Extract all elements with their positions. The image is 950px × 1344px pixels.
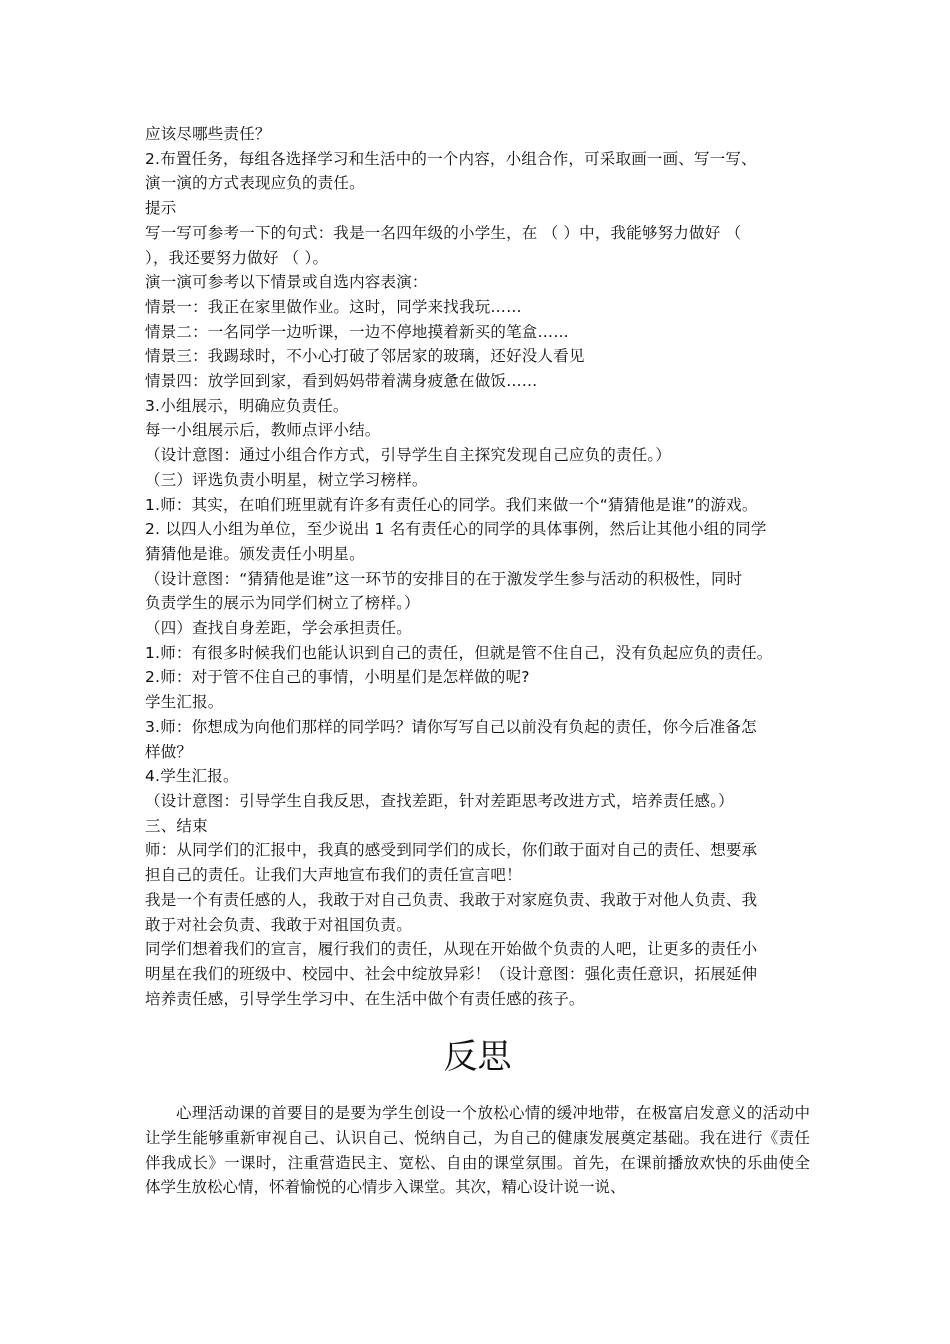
lesson-body bbox=[145, 122, 810, 1011]
text-line: 写一写可参考一下的句式：我是一名四年级的小学生，在 （ ）中，我能够努力做好 （ bbox=[145, 223, 742, 242]
text-line: 2.布置任务，每组各选择学习和生活中的一个内容，小组合作，可采取画一画、写一写、 bbox=[145, 149, 757, 168]
text-line: 情景三：我踢球时，不小心打破了邻居家的玻璃，还好没人看见 bbox=[145, 347, 585, 366]
document-page bbox=[145, 122, 810, 1200]
text-line: 4.学生汇报。 bbox=[145, 767, 239, 786]
text-line: 敢于对社会负责、我敢于对祖国负责。 bbox=[145, 915, 412, 934]
text-line: 应该尽哪些责任？ bbox=[145, 125, 271, 143]
text-line: 2. 以四人小组为单位，至少说出 1 名有责任心的同学的具体事例，然后让其他小组的同学 bbox=[145, 520, 767, 539]
text-line: 担自己的责任。让我们大声地宣布我们的责任宣言吧！ bbox=[145, 866, 522, 885]
text-line: 同学们想着我们的宣言，履行我们的责任，从现在开始做个负责的人吧，让更多的责任小 bbox=[145, 940, 758, 959]
text-line: 3.小组展示，明确应负责任。 bbox=[145, 396, 349, 415]
reflection-paragraph: 心理活动课的首要目的是要为学生创设一个放松心情的缓冲地带，在极富启发意义的活动中让学生能够重新审视自己、认识自己、悦纳自己，为自己的健康发展奠定基础。我在进行《责任伴我成长》一课时，注重营造民主、宽松、自由的课堂氛围。首先，在课前播放欢快的乐曲使全体学生放松心情，怀着愉悦的心情步入课堂。其次，精心设计说一说、 bbox=[145, 1104, 810, 1197]
text-line: 我是一个有责任感的人，我敢于对自己负责、我敢于对家庭负责、我敢于对他人负责、我 bbox=[145, 890, 758, 909]
reflection-title: 反思 bbox=[443, 1037, 512, 1078]
text-line: 情景一：我正在家里做作业。这时，同学来找我玩…… bbox=[145, 297, 522, 316]
text-line: 演一演可参考以下情景或自选内容表演： bbox=[145, 273, 428, 292]
text-line: 1.师：其实，在咱们班里就有许多有责任心的同学。我们来做一个“猜猜他是谁”的游戏。 bbox=[145, 495, 758, 514]
text-line: 三、结束 bbox=[145, 816, 208, 835]
text-line: 样做？ bbox=[145, 742, 193, 761]
text-line: 情景四：放学回到家，看到妈妈带着满身疲惫在做饭…… bbox=[145, 372, 538, 391]
text-line: （设计意图：“猜猜他是谁”这一环节的安排目的在于激发学生参与活动的积极性，同时 bbox=[145, 569, 743, 588]
text-line: （设计意图：引导学生自我反思，查找差距，针对差距思考改进方式，培养责任感。） bbox=[145, 791, 734, 810]
text-line: 2.师：对于管不住自己的事情，小明星们是怎样做的呢? bbox=[145, 668, 530, 687]
text-line: 学生汇报。 bbox=[145, 693, 224, 712]
text-line: 3.师：你想成为向他们那样的同学吗？请你写写自己以前没有负起的责任，你今后准备怎 bbox=[145, 717, 757, 736]
text-line: 情景二：一名同学一边听课，一边不停地摸着新买的笔盒…… bbox=[145, 322, 569, 341]
text-line: 负责学生的展示为同学们树立了榜样。） bbox=[145, 594, 420, 613]
text-line: 明星在我们的班级中、校园中、社会中绽放异彩！（设计意图：强化责任意识，拓展延伸 bbox=[145, 964, 758, 983]
text-line: ），我还要努力做好 （ ）。 bbox=[145, 248, 329, 267]
text-line: 1.师：有很多时候我们也能认识到自己的责任，但就是管不住自己，没有负起应负的责任。 bbox=[145, 643, 773, 662]
text-line: 猜猜他是谁。颁发责任小明星。 bbox=[145, 544, 365, 563]
text-line: （四）查找自身差距，学会承担责任。 bbox=[145, 619, 412, 638]
text-line: 培养责任感，引导学生学习中、在生活中做个有责任感的孩子。 bbox=[145, 989, 585, 1008]
text-line: 每一小组展示后，教师点评小结。 bbox=[145, 421, 381, 440]
text-line: （设计意图：通过小组合作方式，引导学生自主探究发现自己应负的责任。） bbox=[145, 446, 672, 465]
text-line: （三）评选负责小明星，树立学习榜样。 bbox=[145, 470, 428, 489]
text-line: 提示 bbox=[145, 199, 177, 218]
text-line: 师：从同学们的汇报中，我真的感受到同学们的成长，你们敢于面对自己的责任、想要承 bbox=[145, 841, 758, 860]
text-line: 演一演的方式表现应负的责任。 bbox=[145, 174, 365, 193]
